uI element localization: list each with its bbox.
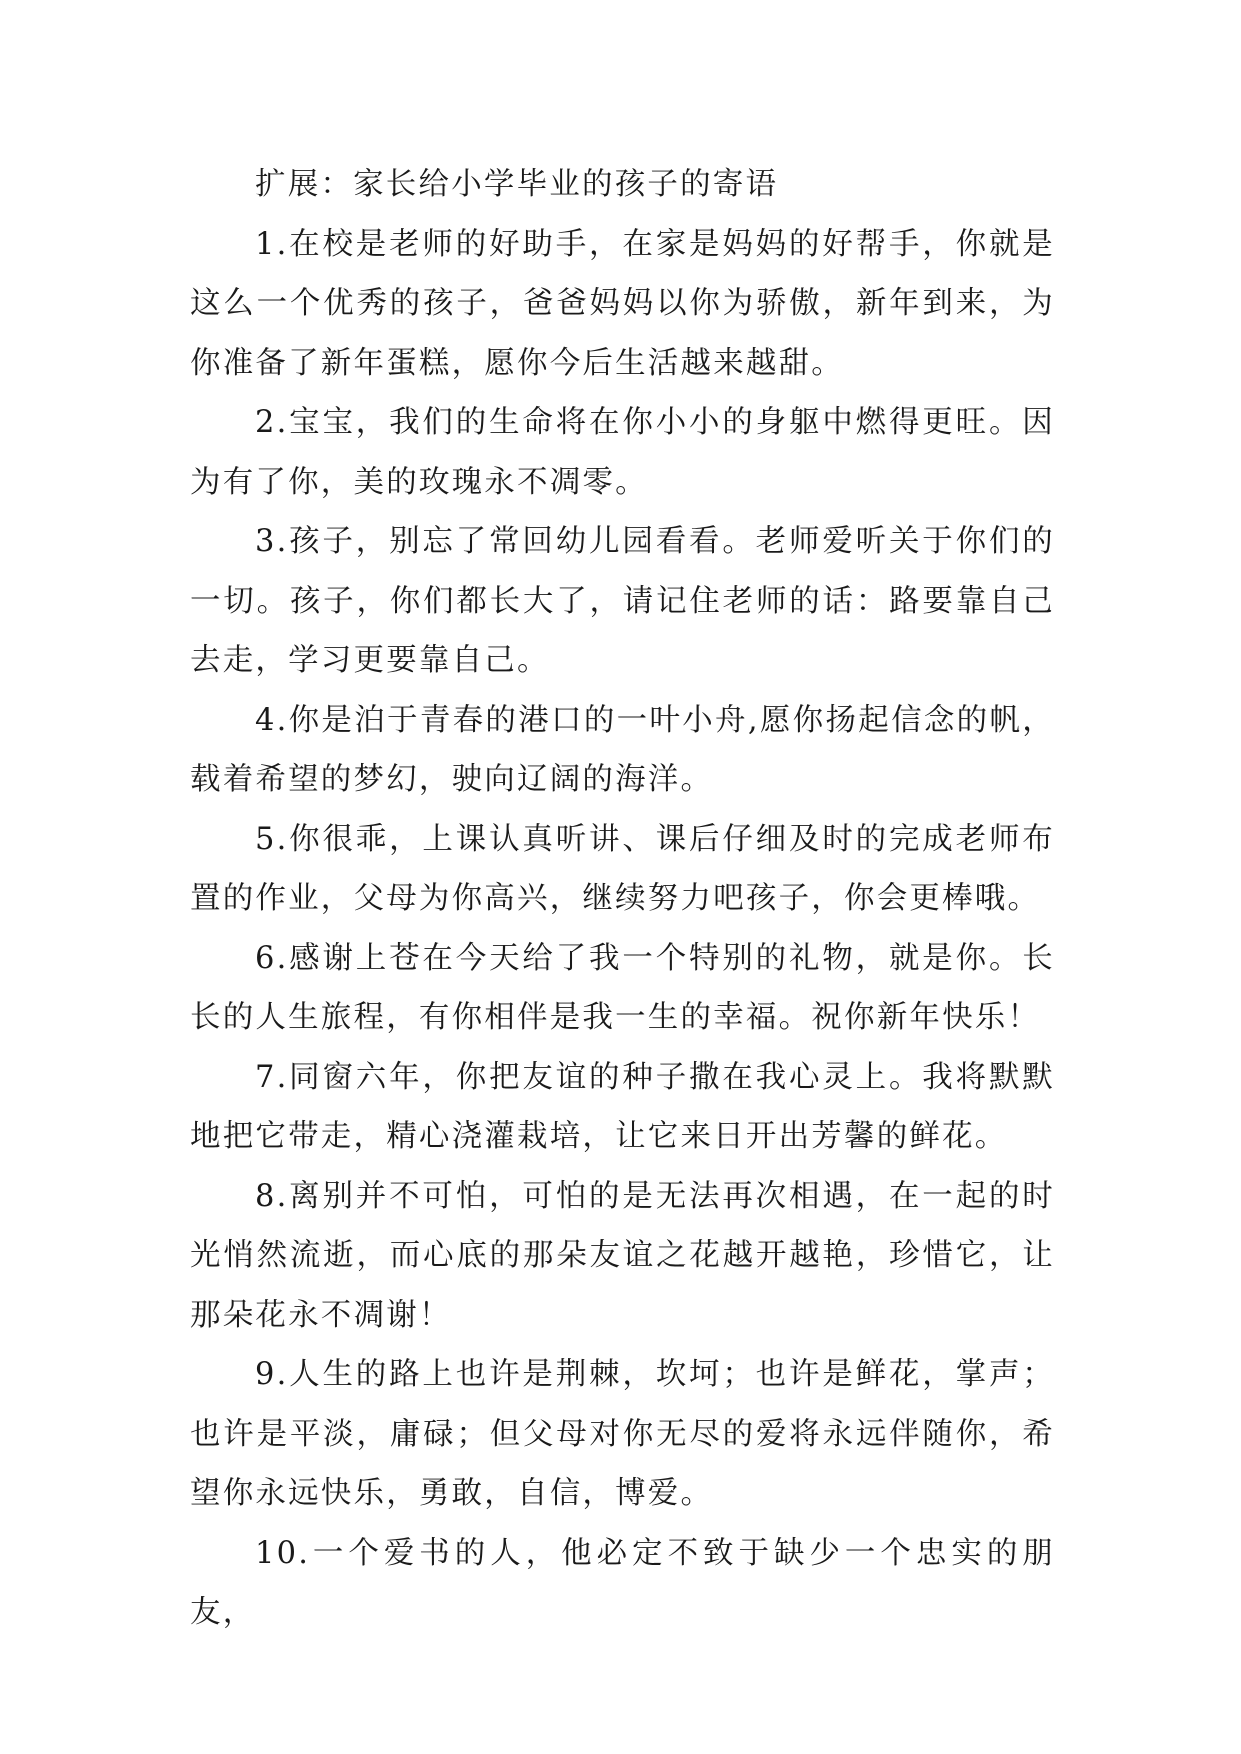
paragraph-1: 1.在校是老师的好助手，在家是妈妈的好帮手，你就是这么一个优秀的孩子，爸爸妈妈以你为骄傲，新年到来，为你准备了新年蛋糕，愿你今后生活越来越甜。	[190, 226, 1055, 381]
paragraph-8: 8.离别并不可怕，可怕的是无法再次相遇，在一起的时光悄然流逝，而心底的那朵友谊之花越开越艳，珍惜它，让那朵花永不凋谢！	[190, 1178, 1055, 1333]
section-heading: 扩展：家长给小学毕业的孩子的寄语	[255, 167, 779, 202]
paragraph-7: 7.同窗六年，你把友谊的种子撒在我心灵上。我将默默地把它带走，精心浇灌栽培，让它来日开出芳馨的鲜花。	[190, 1059, 1055, 1154]
paragraph-3: 3.孩子，别忘了常回幼儿园看看。老师爱听关于你们的一切。孩子，你们都长大了，请记住老师的话：路要靠自己去走，学习更要靠自己。	[190, 524, 1055, 678]
document-body	[190, 155, 1055, 1643]
paragraph-10: 10.一个爱书的人，他必定不致于缺少一个忠实的朋友，	[190, 1535, 1055, 1630]
paragraph-4: 4.你是泊于青春的港口的一叶小舟,愿你扬起信念的帆，载着希望的梦幻，驶向辽阔的海洋。	[190, 702, 1055, 797]
paragraph-6: 6.感谢上苍在今天给了我一个特别的礼物，就是你。长长的人生旅程，有你相伴是我一生的幸福。祝你新年快乐！	[190, 940, 1055, 1035]
paragraph-5: 5.你很乖，上课认真听讲、课后仔细及时的完成老师布置的作业，父母为你高兴，继续努力吧孩子，你会更棒哦。	[190, 821, 1055, 916]
paragraph-9: 9.人生的路上也许是荆棘，坎坷；也许是鲜花，掌声；也许是平淡，庸碌；但父母对你无尽的爱将永远伴随你，希望你永远快乐，勇敢，自信，博爱。	[190, 1357, 1055, 1511]
paragraph-2: 2.宝宝，我们的生命将在你小小的身躯中燃得更旺。因为有了你，美的玫瑰永不凋零。	[190, 405, 1055, 500]
